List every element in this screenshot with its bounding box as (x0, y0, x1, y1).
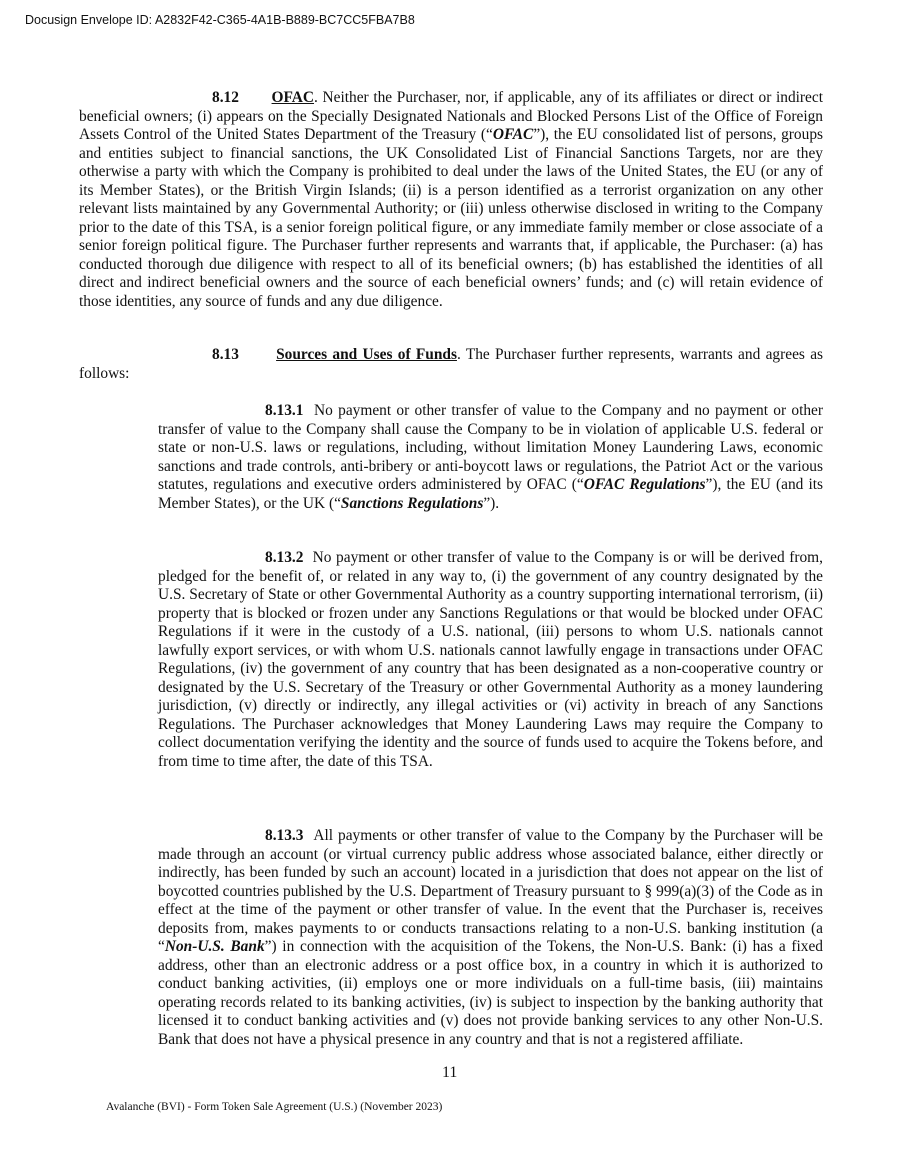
section-8-12-ofac (79, 89, 823, 311)
emphasized-term: OFAC (492, 126, 534, 143)
text-run: ”), the EU (and its Member States), or the UK (“ (158, 476, 824, 512)
text-run (239, 89, 272, 106)
text-run: No payment or other transfer of value to the Company is or will be derived from, pledged for the benefit of, or related in any way to, (i) the government of any country designated by the U.S. Secretary of State or other Governmental Authority as a country supporting international terrorism, (ii) property that is blocked or frozen under any Sanctions Regulations or that would be blocked under OFAC Regulations if it were in the custody of a U.S. national, (iii) persons to whom U.S. nationals cannot lawfully export services, or with whom U.S. nationals cannot lawfully engage in transactions under OFAC Regulations, (iv) the government of any country that has been designated as a non-cooperative country or designated by the U.S. Secretary of the Treasury or other Governmental Authority as a money laundering jurisdiction, (v) directly or indirectly, any illegal activities or (vi) activity in breach of any Sanctions Regulations. The Purchaser acknowledges that Money Laundering Laws may require the Company to collect documentation verifying the identity and the source of funds used to acquire the Tokens before, and from time to time after, the date of this TSA. (158, 549, 823, 770)
emphasized-term: Sources and Uses of Funds (276, 346, 457, 363)
text-run: ”) in connection with the acquisition of the Tokens, the Non-U.S. Bank: (i) has a fixed address, other than an electronic address or a post office box, in a country in which it is authorized to conduct banking activities, (ii) employs one or more individuals on a full-time basis, (iii) maintains operating records related to its banking activities, (iv) is subject to inspection by the banking authority that licensed it to conduct banking activities and (v) does not provide banking services to any other Non-U.S. Bank that does not have a physical presence in any country and that is not a registered affiliate. (158, 938, 823, 1048)
page-number: 11 (442, 1064, 458, 1081)
emphasized-term: Non-U.S. Bank (164, 938, 265, 955)
emphasized-term: OFAC Regulations (583, 476, 706, 493)
envelope-id-header: Docusign Envelope ID: A2832F42-C365-4A1B-B889-BC7CC5FBA7B8 (25, 13, 415, 27)
section-number: 8.13 (212, 346, 239, 363)
section-number: 8.12 (212, 89, 239, 106)
emphasized-term: Sanctions Regulations (340, 494, 484, 512)
section-8-13-sources-and-uses (79, 346, 823, 383)
text-run: . The Purchaser further represents, warrants and agrees as follows: (79, 346, 824, 382)
section-8-13-3 (158, 827, 823, 1049)
section-8-13-1 (158, 402, 823, 513)
emphasized-term: OFAC (271, 89, 315, 106)
text-run: . Neither the Purchaser, nor, if applicable, any of its affiliates or direct or indirect beneficial owners; (i) appears on the Specially Designated Nationals and Blocked Persons List of the Office of Foreign Assets Control of the United States Department of the Treasury (“ (79, 89, 823, 143)
document-footer: Avalanche (BVI) - Form Token Sale Agreement (U.S.) (November 2023) (106, 1101, 443, 1113)
text-run: ”). (483, 494, 500, 512)
section-8-13-2 (158, 549, 823, 771)
text-run (239, 346, 276, 363)
section-number: 8.13.3 (265, 827, 304, 844)
section-number: 8.13.2 (265, 549, 304, 566)
text-run: All payments or other transfer of value to the Company by the Purchaser will be made through an account (or virtual currency public address whose associated balance, either directly or indirectly, has been funded by such an account) located in a jurisdiction that does not appear on the list of boycotted countries published by the U.S. Department of Treasury pursuant to § 999(a)(3) of the Code as in effect at the time of the payment or other transfer of value. In the event that the Purchaser is, receives deposits from, makes payments to or conducts transactions relating to a non-U.S. banking institution (a “ (158, 827, 823, 955)
section-number: 8.13.1 (265, 402, 304, 419)
text-run: No payment or other transfer of value to the Company and no payment or other transfer of value to the Company shall cause the Company to be in violation of applicable U.S. federal or state or non-U.S. laws or regulations, including, without limitation Money Laundering Laws, economic sanctions and trade controls, anti-bribery or anti-boycott laws or regulations, the Patriot Act or the various statutes, regulations and executive orders administered by OFAC (“ (158, 402, 823, 493)
text-run: ”), the EU consolidated list of persons, groups and entities subject to financial sanctions, the UK Consolidated List of Financial Sanctions Targets, nor are they otherwise a party with which the Company is prohibited to deal under the laws of the United States, the EU (or any of its Member States), or the British Virgin Islands; (ii) is a person identified as a terrorist organization on any other relevant lists maintained by any Governmental Authority; or (iii) unless otherwise disclosed in writing to the Company prior to the date of this TSA, is a senior foreign political figure, or any immediate family member or close associate of a senior foreign political figure. The Purchaser further represents and warrants that, if applicable, the Purchaser: (a) has conducted thorough due diligence with respect to all of its beneficial owners; (b) has established the identities of all direct and indirect beneficial owners and the source of each beneficial owners’ funds; and (c) will retain evidence of those identities, any source of funds and any due diligence. (79, 126, 823, 310)
